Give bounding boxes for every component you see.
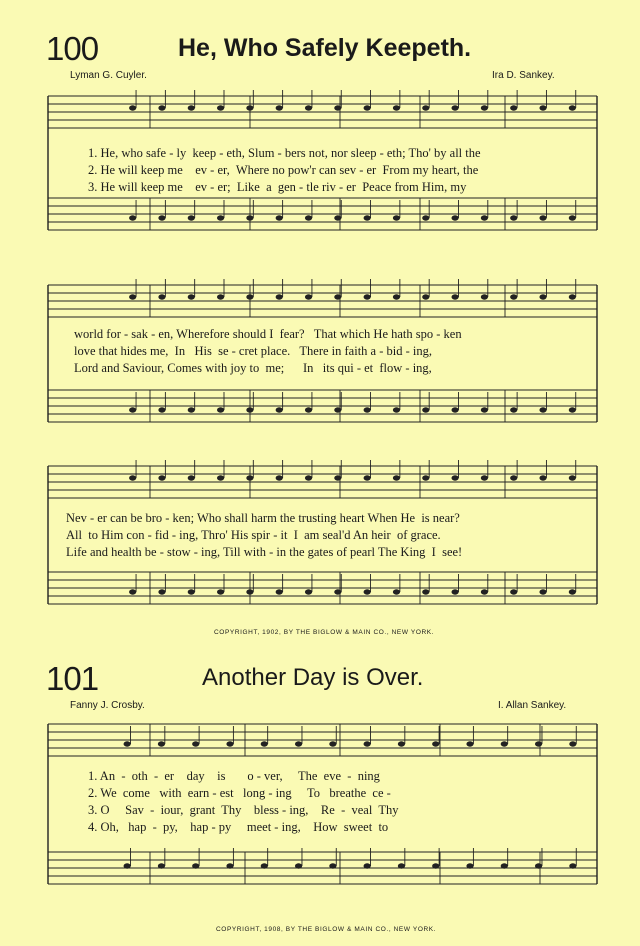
- lyricist-credit: Lyman G. Cuyler.: [70, 70, 147, 81]
- note-head: [188, 105, 195, 110]
- note-head: [276, 215, 283, 220]
- hymn-number: 101: [46, 660, 99, 697]
- note-head: [364, 475, 371, 480]
- note-head: [188, 407, 195, 412]
- note-head: [422, 105, 429, 110]
- note-head: [217, 589, 224, 594]
- composer-credit: Ira D. Sankey.: [492, 70, 555, 81]
- note-head: [539, 294, 546, 299]
- note-head: [246, 475, 253, 480]
- bass-staff: [48, 572, 597, 604]
- note-head: [129, 105, 136, 110]
- note-head: [305, 475, 312, 480]
- note-head: [481, 475, 488, 480]
- note-head: [466, 863, 473, 868]
- note-head: [393, 105, 400, 110]
- note-head: [364, 294, 371, 299]
- note-head: [158, 105, 165, 110]
- note-head: [535, 863, 542, 868]
- note-head: [334, 215, 341, 220]
- note-head: [129, 589, 136, 594]
- note-head: [276, 475, 283, 480]
- note-head: [364, 105, 371, 110]
- note-head: [422, 294, 429, 299]
- note-head: [217, 407, 224, 412]
- note-head: [329, 741, 336, 746]
- note-head: [188, 589, 195, 594]
- note-head: [432, 741, 439, 746]
- treble-staff: [48, 96, 597, 128]
- note-head: [217, 105, 224, 110]
- note-head: [261, 863, 268, 868]
- note-head: [246, 294, 253, 299]
- copyright-notice: COPYRIGHT, 1902, BY THE BIGLOW & MAIN CO., NEW YORK.: [214, 629, 435, 636]
- note-head: [510, 475, 517, 480]
- note-head: [364, 215, 371, 220]
- note-head: [510, 105, 517, 110]
- note-head: [334, 475, 341, 480]
- note-head: [129, 294, 136, 299]
- hymn-number: 100: [46, 30, 99, 67]
- note-head: [539, 407, 546, 412]
- note-head: [422, 215, 429, 220]
- note-head: [393, 589, 400, 594]
- note-head: [393, 215, 400, 220]
- note-head: [451, 475, 458, 480]
- note-head: [569, 294, 576, 299]
- note-head: [569, 407, 576, 412]
- note-head: [398, 863, 405, 868]
- copyright-notice: COPYRIGHT, 1908, BY THE BIGLOW & MAIN CO., NEW YORK.: [216, 926, 437, 933]
- note-head: [364, 863, 371, 868]
- treble-staff: [48, 466, 597, 498]
- note-head: [305, 407, 312, 412]
- note-head: [334, 589, 341, 594]
- verse-1-line: world for - sak - en, Wherefore should I fear? That which He hath spo - ken: [74, 327, 462, 341]
- note-head: [569, 475, 576, 480]
- note-head: [569, 105, 576, 110]
- note-head: [295, 863, 302, 868]
- system-2-lyrics: [74, 326, 462, 377]
- note-head: [481, 294, 488, 299]
- note-head: [305, 105, 312, 110]
- note-head: [510, 294, 517, 299]
- note-head: [539, 475, 546, 480]
- bass-staff: [48, 198, 597, 230]
- note-head: [451, 105, 458, 110]
- note-head: [158, 475, 165, 480]
- note-head: [398, 741, 405, 746]
- hymn-101-lyrics: [88, 768, 398, 836]
- verse-2-line: 2. We come with earn - est long - ing To breathe ce -: [88, 786, 391, 800]
- note-head: [246, 215, 253, 220]
- note-head: [158, 294, 165, 299]
- note-head: [158, 589, 165, 594]
- note-head: [129, 407, 136, 412]
- note-head: [158, 215, 165, 220]
- verse-3-line: Lord and Saviour, Comes with joy to me; In its qui - et flow - ing,: [74, 361, 432, 375]
- system-1-lyrics: [88, 145, 481, 196]
- note-head: [129, 475, 136, 480]
- note-head: [334, 105, 341, 110]
- verse-2-line: All to Him con - fid - ing, Thro' His spir - it I am seal'd An heir of grace.: [66, 528, 441, 542]
- system-3-lyrics: [66, 510, 462, 561]
- note-head: [569, 589, 576, 594]
- note-head: [261, 741, 268, 746]
- note-head: [422, 589, 429, 594]
- verse-4-line: 4. Oh, hap - py, hap - py meet - ing, How sweet to: [88, 820, 389, 834]
- note-head: [226, 741, 233, 746]
- note-head: [510, 215, 517, 220]
- note-head: [217, 215, 224, 220]
- note-head: [510, 589, 517, 594]
- note-head: [393, 475, 400, 480]
- treble-staff: [48, 285, 597, 317]
- note-head: [481, 407, 488, 412]
- note-head: [276, 589, 283, 594]
- verse-1-line: 1. He, who safe - ly keep - eth, Slum - bers not, nor sleep - eth; Tho' by all the: [88, 146, 481, 160]
- note-head: [295, 741, 302, 746]
- verse-1-line: 1. An - oth - er day is o - ver, The eve - ning: [88, 769, 380, 783]
- note-head: [451, 215, 458, 220]
- note-head: [334, 294, 341, 299]
- note-head: [466, 741, 473, 746]
- composer-credit: I. Allan Sankey.: [498, 700, 567, 711]
- verse-2-line: love that hides me, In His se - cret place. There in faith a - bid - ing,: [74, 344, 432, 358]
- note-head: [276, 294, 283, 299]
- verse-2-line: 2. He will keep me ev - er, Where no pow'r can sev - er From my heart, the: [88, 163, 479, 177]
- note-head: [569, 863, 576, 868]
- hymn-title: He, Who Safely Keepeth.: [178, 34, 472, 62]
- note-head: [305, 589, 312, 594]
- note-head: [124, 741, 131, 746]
- note-head: [188, 294, 195, 299]
- note-head: [305, 215, 312, 220]
- note-head: [501, 863, 508, 868]
- note-head: [158, 407, 165, 412]
- lyricist-credit: Fanny J. Crosby.: [70, 700, 145, 711]
- note-head: [124, 863, 131, 868]
- note-head: [305, 294, 312, 299]
- note-head: [364, 589, 371, 594]
- note-head: [192, 863, 199, 868]
- verse-1-line: Nev - er can be bro - ken; Who shall harm the trusting heart When He is near?: [66, 511, 460, 525]
- note-head: [422, 407, 429, 412]
- note-head: [364, 741, 371, 746]
- note-head: [129, 215, 136, 220]
- note-head: [451, 407, 458, 412]
- note-head: [217, 475, 224, 480]
- note-head: [246, 589, 253, 594]
- note-head: [501, 741, 508, 746]
- verse-3-line: Life and health be - stow - ing, Till with - in the gates of pearl The King I see!: [66, 545, 463, 559]
- verse-3-line: 3. O Sav - iour, grant Thy bless - ing, Re - veal Thy: [88, 803, 399, 817]
- note-head: [188, 215, 195, 220]
- note-head: [188, 475, 195, 480]
- note-head: [276, 105, 283, 110]
- note-head: [393, 407, 400, 412]
- note-head: [539, 215, 546, 220]
- note-head: [539, 105, 546, 110]
- note-head: [481, 589, 488, 594]
- note-head: [364, 407, 371, 412]
- note-head: [539, 589, 546, 594]
- note-head: [192, 741, 199, 746]
- note-head: [422, 475, 429, 480]
- note-head: [432, 863, 439, 868]
- note-head: [329, 863, 336, 868]
- note-head: [481, 215, 488, 220]
- bass-staff: [48, 390, 597, 422]
- hymn-title: Another Day is Over.: [202, 664, 424, 691]
- note-head: [535, 741, 542, 746]
- note-head: [393, 294, 400, 299]
- note-head: [158, 863, 165, 868]
- note-head: [569, 741, 576, 746]
- note-head: [226, 863, 233, 868]
- note-head: [510, 407, 517, 412]
- note-head: [276, 407, 283, 412]
- note-head: [246, 105, 253, 110]
- verse-3-line: 3. He will keep me ev - er; Like a gen - tle riv - er Peace from Him, my: [88, 180, 467, 194]
- note-head: [334, 407, 341, 412]
- note-head: [451, 294, 458, 299]
- note-head: [481, 105, 488, 110]
- note-head: [569, 215, 576, 220]
- note-head: [246, 407, 253, 412]
- note-head: [158, 741, 165, 746]
- note-head: [217, 294, 224, 299]
- note-head: [451, 589, 458, 594]
